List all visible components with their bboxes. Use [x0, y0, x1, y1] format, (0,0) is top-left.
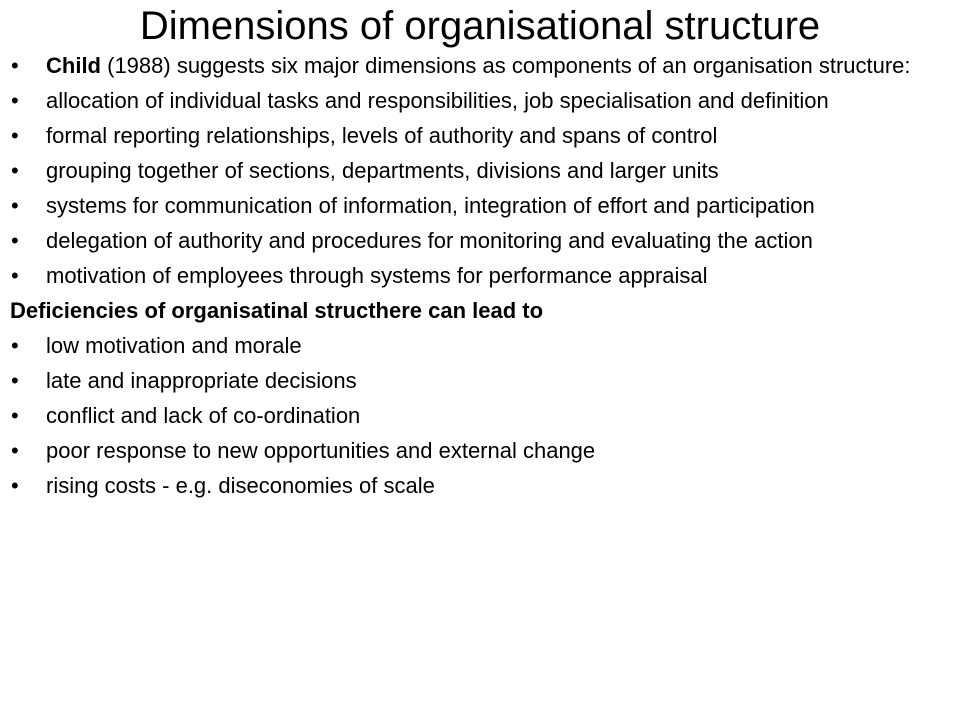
deficiency-text: rising costs - e.g. diseconomies of scale [46, 473, 435, 498]
dimension-text: systems for communication of information, integration of effort and participation [46, 193, 815, 218]
bullet-icon: • [11, 88, 19, 113]
bullet-icon: • [11, 158, 19, 183]
dimension-text: formal reporting relationships, levels of authority and spans of control [46, 123, 718, 148]
dimension-text: delegation of authority and procedures for monitoring and evaluating the action [46, 228, 813, 253]
dimension-item [0, 124, 960, 148]
deficiency-text: poor response to new opportunities and external change [46, 438, 596, 463]
dimension-item [0, 89, 960, 113]
dimension-item [0, 194, 960, 218]
bullet-icon: • [11, 438, 19, 463]
dimension-text: grouping together of sections, departments, divisions and larger units [46, 158, 719, 183]
bullet-icon: • [11, 53, 19, 78]
deficiency-item [0, 439, 960, 463]
dimension-text: motivation of employees through systems for performance appraisal [46, 263, 708, 288]
slide-content [0, 54, 960, 509]
deficiency-item [0, 334, 960, 358]
deficiency-item [0, 369, 960, 393]
deficiencies-heading: Deficiencies of organisatinal structhere can lead to [10, 298, 544, 323]
bullet-icon: • [11, 368, 19, 393]
deficiencies-list [0, 334, 960, 498]
dimension-item [0, 264, 960, 288]
deficiency-item [0, 474, 960, 498]
bullet-icon: • [11, 123, 19, 148]
dimensions-list [0, 54, 960, 288]
deficiency-text: low motivation and morale [46, 333, 302, 358]
bullet-icon: • [11, 403, 19, 428]
intro-text: (1988) suggests six major dimensions as components of an organisation structure: [101, 53, 911, 78]
intro-author: Child [46, 53, 101, 78]
deficiency-item [0, 404, 960, 428]
bullet-icon: • [11, 263, 19, 288]
dimension-text: allocation of individual tasks and responsibilities, job specialisation and definition [46, 88, 829, 113]
bullet-icon: • [11, 473, 19, 498]
dimension-item [0, 229, 960, 253]
deficiency-text: conflict and lack of co-ordination [46, 403, 361, 428]
bullet-icon: • [11, 228, 19, 253]
slide-title: Dimensions of organisational structure [139, 4, 821, 48]
bullet-icon: • [11, 333, 19, 358]
intro-bullet [0, 54, 960, 78]
deficiency-text: late and inappropriate decisions [46, 368, 357, 393]
dimension-item [0, 159, 960, 183]
bullet-icon: • [11, 193, 19, 218]
